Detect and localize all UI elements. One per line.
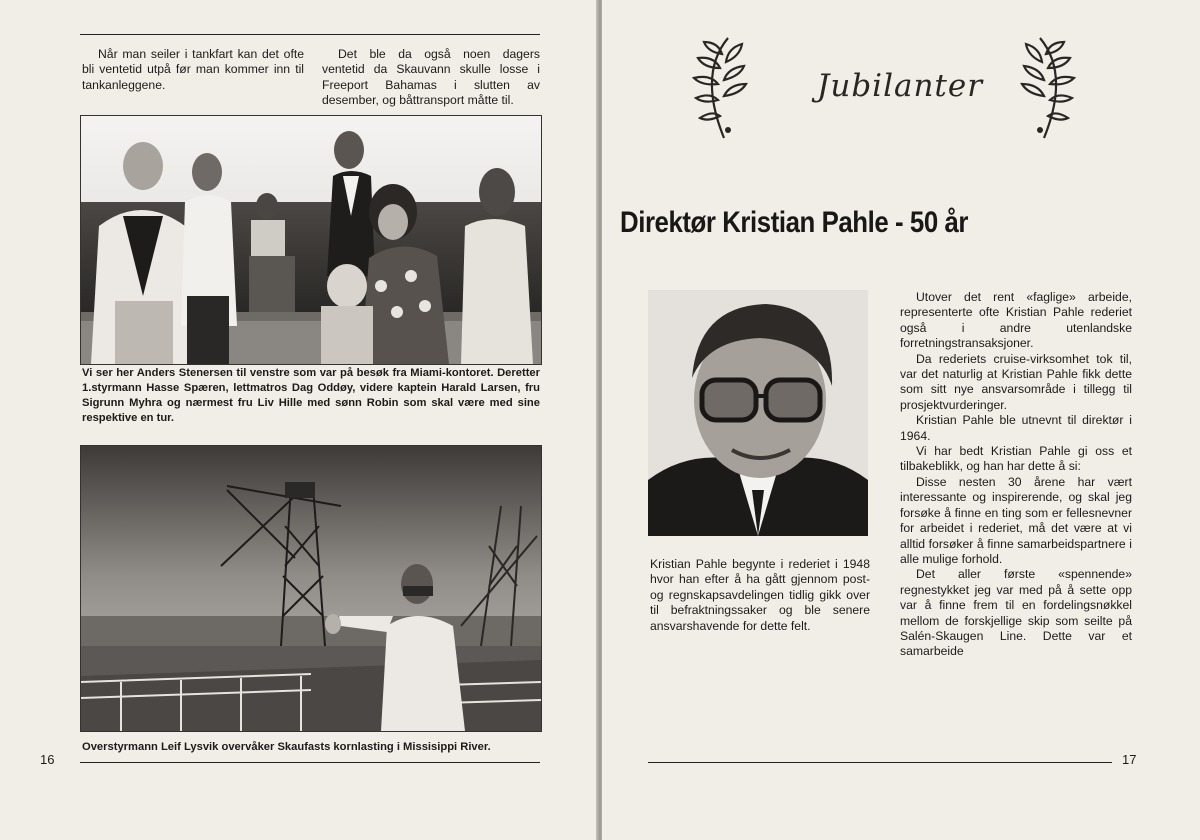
left-page-number: 16 [40, 752, 55, 767]
body-paragraph-5: Disse nesten 30 årene har vært interessante og inspirerende, og skal jeg forsøke å finne en ting som er fellesnevner for arbeidet i rederiet, må det være at vi alltid forsøker å finne samarbeidspartnere i alle mulige forhold. [900, 474, 1132, 566]
portrait-caption: Kristian Pahle begynte i rederiet i 1948 hvor han efter å ha gått gjennom post- og regnskapsavdelingen tidlig gikk over til befraktningssaker og ble senere ansvarshavende for dette felt. [650, 557, 870, 633]
grain-photo-caption: Overstyrmann Leif Lysvik overvåker Skaufasts kornlasting i Missisippi River. [82, 741, 491, 753]
body-paragraph-1: Utover det rent «faglige» arbeide, representerte ofte Kristian Pahle rederiet også i andre utenlandske forretningstransaksjoner. [900, 290, 1132, 351]
section-title: Jubilanter [816, 68, 984, 104]
left-text-column-2 [322, 47, 540, 109]
left-text-column-1 [82, 47, 304, 93]
right-laurel-icon [1010, 34, 1080, 142]
left-col1-paragraph: Når man seiler i tankfart kan det ofte bli ventetid utpå før man kommer inn til tankanleggene. [82, 47, 304, 92]
left-col2-paragraph: Det ble da også noen dagers ventetid da Skauvann skulle losse i Freeport Bahamas i slutten av desember, og båttransport måtte til. [322, 47, 540, 108]
article-body-column [900, 290, 1132, 660]
right-page [602, 0, 1200, 840]
right-page-number: 17 [1122, 752, 1137, 767]
bottom-rule-right [648, 762, 1112, 763]
body-paragraph-3: Kristian Pahle ble utnevnt til direktør i 1964. [900, 413, 1132, 443]
left-page [0, 0, 598, 840]
portrait-caption-column [650, 557, 870, 634]
left-laurel-icon [688, 34, 758, 142]
portrait-photo [648, 290, 868, 536]
deck-group-photo-image [81, 116, 541, 364]
body-paragraph-2: Da rederiets cruise-virksomhet tok til, var det naturlig at Kristian Pahle fikk dette som sitt nye ansvarsområde i tillegg til prosjektvurderinger. [900, 351, 1132, 412]
body-paragraph-6: Det aller første «spennende» regnestykket jeg var med på å sette opp var å finne frem til en fordelingsnøkkel mellom de forskjellige skip som seilte på Salén-Skaugen Line. Dette var et samarbeide [900, 567, 1132, 659]
article-headline: Direktør Kristian Pahle - 50 år [620, 206, 969, 239]
bottom-rule [80, 762, 540, 763]
deck-photo-caption: Vi ser her Anders Stenersen til venstre som var på besøk fra Miami-kontoret. Deretter 1.styrmann Hasse Spæren, lettmatros Dag Oddøy, videre kaptein Harald Larsen, fru Sigrunn Myhra og nærmest fru Liv Hille med sønn Robin som skal være med sine respektive en tur. [82, 367, 540, 424]
deck-group-photo [80, 115, 542, 365]
portrait-photo-image [648, 290, 868, 536]
grain-loading-photo [80, 445, 542, 732]
grain-loading-photo-image [81, 446, 541, 731]
body-paragraph-4: Vi har bedt Kristian Pahle gi oss et tilbakeblikk, og han har dette å si: [900, 444, 1132, 474]
top-rule [80, 34, 540, 35]
